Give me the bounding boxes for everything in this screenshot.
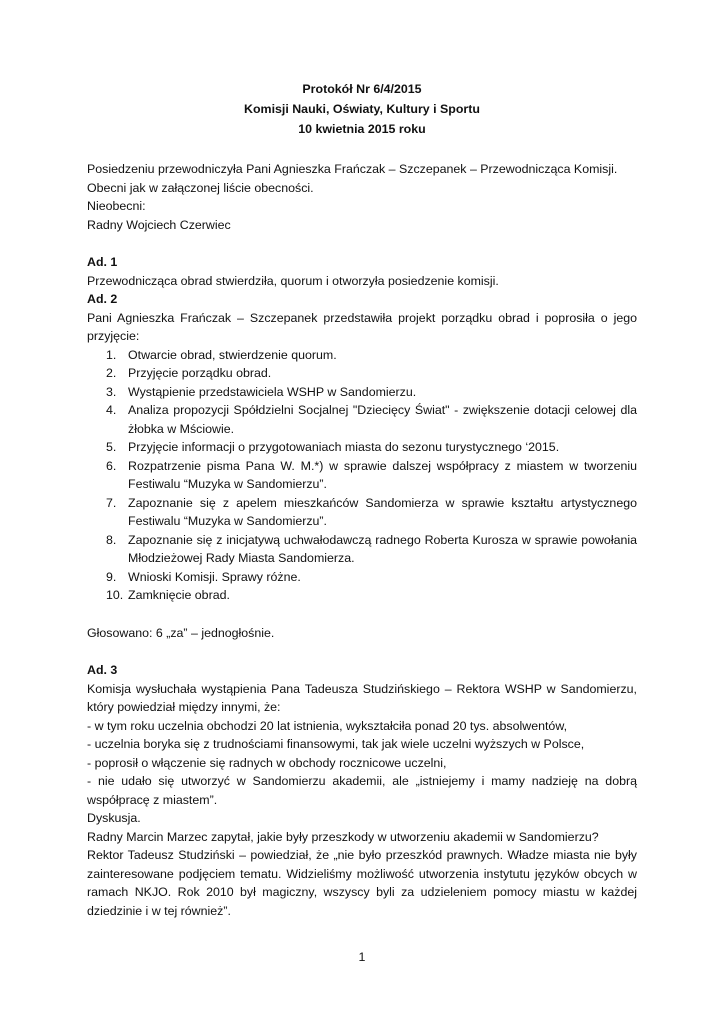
agenda-item-number: 8.: [106, 532, 117, 547]
agenda-list: [87, 346, 637, 605]
vote-result: Głosowano: 6 „za” – jednogłośnie.: [87, 625, 275, 640]
commission-name: Komisji Nauki, Oświaty, Kultury i Sportu: [244, 102, 480, 116]
ad3-paragraph: Dyskusja.: [87, 811, 141, 825]
page-number: 1: [358, 950, 366, 964]
agenda-item-text: Przyjęcie porządku obrad.: [128, 366, 272, 380]
document-header: [0, 79, 724, 139]
ad3-paragraph: - poprosił o włączenie się radnych w obchody rocznicowe uczelni,: [87, 755, 447, 770]
agenda-item: [87, 438, 637, 457]
ad3-paragraph: - w tym roku uczelnia obchodzi 20 lat istnienia, wykształciła ponad 20 tys. absolwentów,: [87, 718, 568, 733]
ad3-paragraph: - uczelnia boryka się z trudnościami finansowymi, tak jak wiele uczelni wyższych w Polsce,: [87, 737, 585, 751]
agenda-item-number: 4.: [106, 403, 117, 417]
agenda-item-text: Wystąpienie przedstawiciela WSHP w Sandomierzu.: [128, 384, 417, 399]
chair-paragraph: Posiedzeniu przewodniczyła Pani Agnieszka Frańczak – Szczepanek – Przewodnicząca Komisji.: [87, 162, 618, 176]
ad1-heading: Ad. 1: [87, 255, 118, 269]
meeting-date: 10 kwietnia 2015 roku: [298, 122, 426, 136]
document-body: [87, 160, 637, 920]
agenda-item-number: 6.: [106, 458, 117, 473]
agenda-item-text: Zapoznanie się z apelem mieszkańców Sandomierza w sprawie kształtu artystycznego Festiwalu “Muzyka w Sandomierzu”.: [128, 495, 637, 528]
agenda-item-text: Otwarcie obrad, stwierdzenie quorum.: [128, 347, 337, 362]
agenda-item-number: 5.: [106, 440, 117, 454]
attendance-paragraph: Obecni jak w załączonej liście obecności.: [87, 180, 314, 195]
agenda-item: [87, 364, 637, 383]
agenda-item: [87, 494, 637, 531]
agenda-item-number: 9.: [106, 569, 117, 584]
ad3-paragraph: - nie udało się utworzyć w Sandomierzu akademii, ale „istniejemy i mamy nadzieję na dobrą współpracę z miastem”.: [87, 774, 637, 807]
ad2-text: Pani Agnieszka Frańczak – Szczepanek przedstawiła projekt porządku obrad i poprosiła o jego przyjęcie:: [87, 310, 637, 343]
agenda-item-text: Zapoznanie się z inicjatywą uchwałodawczą radnego Roberta Kurosza w sprawie powołania Młodzieżowej Rady Miasta Sandomierza.: [128, 532, 637, 565]
agenda-item: [87, 531, 637, 568]
agenda-item-text: Zamknięcie obrad.: [128, 588, 230, 602]
absent-label: Nieobecni:: [87, 199, 146, 213]
agenda-item-number: 7.: [106, 495, 117, 510]
agenda-item-number: 10.: [106, 588, 124, 602]
agenda-item: [87, 586, 637, 605]
agenda-item-text: Przyjęcie informacji o przygotowaniach miasta do sezonu turystycznego ‘2015.: [128, 440, 560, 454]
agenda-item: [87, 346, 637, 365]
absent-member: Radny Wojciech Czerwiec: [87, 217, 231, 232]
ad3-paragraph: Rektor Tadeusz Studziński – powiedział, że „nie było przeszkód prawnych. Władze miasta nie były zainteresowane podjęciem tematu. Widzieliśmy możliwość utworzenia instytutu języków obcych w ramach NKJO. Rok 2010 był magiczny, wszyscy byli za udzieleniem pomocy miastu w każdej dziedzinie i w tej również”.: [87, 848, 637, 918]
ad3-paragraph: Komisja wysłuchała wystąpienia Pana Tadeusza Studzińskiego – Rektora WSHP w Sandomierzu, który powiedział między innymi, że:: [87, 681, 637, 714]
agenda-item-text: Rozpatrzenie pisma Pana W. M.*) w sprawie dalszej współpracy z miastem w tworzeniu Festiwalu “Muzyka w Sandomierzu”.: [128, 458, 637, 491]
agenda-item-text: Analiza propozycji Spółdzielni Socjalnej "Dziecięcy Świat" - zwiększenie dotacji celowej dla żłobka w Mściowie.: [128, 403, 637, 436]
ad3-heading: Ad. 3: [87, 663, 118, 677]
ad1-text: Przewodnicząca obrad stwierdziła, quorum i otworzyła posiedzenie komisji.: [87, 273, 499, 288]
agenda-item: [87, 568, 637, 587]
agenda-item-number: 2.: [106, 366, 117, 380]
ad2-heading: Ad. 2: [87, 292, 118, 306]
agenda-item: [87, 401, 637, 438]
agenda-item: [87, 457, 637, 494]
agenda-item-number: 1.: [106, 347, 117, 362]
agenda-item-number: 3.: [106, 384, 117, 399]
protocol-number: Protokół Nr 6/4/2015: [302, 82, 422, 96]
agenda-item: [87, 383, 637, 402]
agenda-item-text: Wnioski Komisji. Sprawy różne.: [128, 569, 301, 584]
ad3-paragraph: Radny Marcin Marzec zapytał, jakie były przeszkody w utworzeniu akademii w Sandomierzu?: [87, 829, 599, 844]
